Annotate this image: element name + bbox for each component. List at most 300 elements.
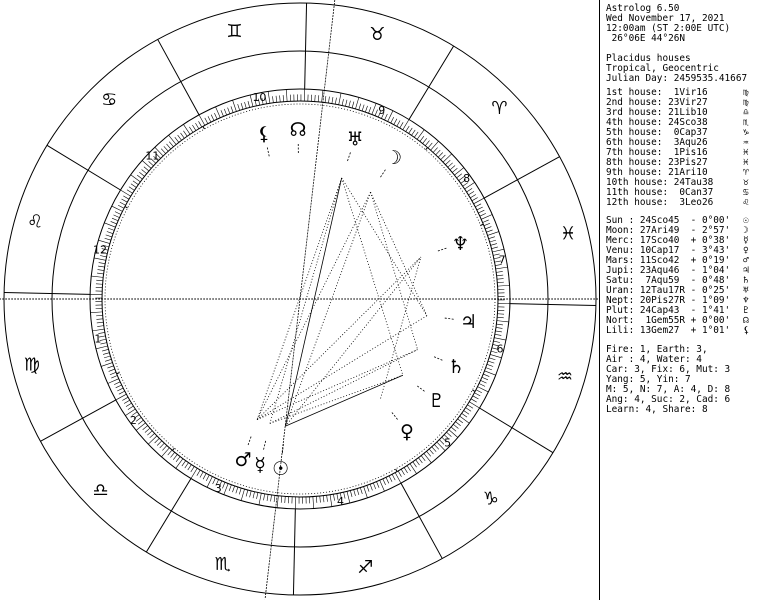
degree-tick xyxy=(224,484,228,495)
degree-tick xyxy=(114,382,120,385)
degree-tick xyxy=(129,187,135,191)
degree-tick xyxy=(480,213,486,216)
degree-tick xyxy=(433,148,437,153)
house-cusp-row: 4th house: 24Sco38 xyxy=(606,117,708,128)
degree-tick xyxy=(98,270,105,271)
planet-pointer-line xyxy=(444,318,454,319)
degree-tick xyxy=(450,165,455,169)
degree-tick xyxy=(497,317,504,318)
aspect-line xyxy=(257,350,417,420)
sign-glyph-icon: ♈ xyxy=(743,167,749,178)
planet-pointer-line xyxy=(248,436,251,445)
element-summary-row: Fire: 1, Earth: 3, xyxy=(606,344,708,355)
degree-tick xyxy=(96,346,108,349)
planet-pointer-line xyxy=(391,412,397,420)
degree-tick xyxy=(489,358,495,360)
degree-tick xyxy=(436,150,441,155)
house-number: 3 xyxy=(214,482,222,496)
degree-tick xyxy=(101,363,112,367)
house-cusp-line xyxy=(117,373,120,374)
degree-tick xyxy=(169,142,173,147)
zodiac-sign-icon: ♊ xyxy=(226,20,243,42)
degree-tick xyxy=(145,428,150,432)
planet-position-row: Satu: 7Aqu59 - 0°48' xyxy=(606,275,731,286)
house-cusp-row: 3rd house: 21Lib10 xyxy=(606,107,708,118)
degree-tick xyxy=(162,446,166,451)
aspect-lines xyxy=(257,178,427,426)
degree-tick xyxy=(383,479,386,485)
degree-tick xyxy=(490,240,496,242)
degree-tick xyxy=(364,487,368,498)
planet-venus-icon: ♀ xyxy=(400,421,414,444)
element-summary-row: M: 5, N: 7, A: 4, D: 8 xyxy=(606,384,731,395)
house-number: 10 xyxy=(252,91,267,105)
degree-tick xyxy=(97,273,104,274)
app-title: Astrolog 6.50 xyxy=(606,3,680,14)
zodiac-system: Tropical, Geocentric xyxy=(606,63,719,74)
degree-tick xyxy=(489,237,495,239)
degree-tick xyxy=(97,326,104,327)
degree-tick xyxy=(427,451,431,456)
degree-tick xyxy=(342,99,343,105)
degree-tick xyxy=(106,235,112,237)
degree-tick xyxy=(332,97,333,104)
degree-tick xyxy=(467,405,473,409)
degree-tick xyxy=(455,422,460,426)
planet-pointer-line xyxy=(380,170,386,178)
planet-position-row: Plut: 24Cap43 - 1°41' xyxy=(606,305,731,316)
degree-tick xyxy=(397,121,400,127)
degree-tick xyxy=(170,452,174,457)
degree-tick xyxy=(492,249,504,252)
degree-tick xyxy=(111,221,117,224)
degree-tick xyxy=(166,144,170,149)
degree-tick xyxy=(498,285,510,286)
sign-glyph-icon: ♅ xyxy=(743,285,749,296)
planet-pluto-icon: ♇ xyxy=(428,390,446,413)
degree-tick xyxy=(409,128,413,134)
degree-tick xyxy=(496,271,503,272)
degree-tick xyxy=(105,359,111,361)
degree-tick xyxy=(133,181,138,185)
degree-tick xyxy=(466,408,472,412)
planet-position-row: Moon: 27Ari49 - 2°57' xyxy=(606,225,731,236)
degree-tick xyxy=(259,493,261,505)
degree-tick xyxy=(90,312,102,313)
aspect-line xyxy=(270,178,342,423)
degree-tick xyxy=(345,100,347,106)
degree-tick xyxy=(176,459,183,469)
sign-glyph-icon: ☉ xyxy=(743,215,749,226)
aspect-line xyxy=(285,375,402,426)
chart-location: 26°06E 44°26N xyxy=(606,33,686,44)
degree-tick xyxy=(108,379,119,384)
zodiac-sign-icon: ♍ xyxy=(23,354,40,376)
degree-tick xyxy=(488,232,499,236)
degree-tick xyxy=(488,361,494,363)
degree-tick xyxy=(274,495,275,502)
degree-tick xyxy=(328,97,329,104)
house-cusp-row: 11th house: 0Can37 xyxy=(606,187,714,198)
julian-day: Julian Day: 2459535.41667 xyxy=(606,73,748,84)
sign-boundary-line xyxy=(293,509,295,595)
degree-tick xyxy=(246,490,248,496)
planet-neptune-icon: ♆ xyxy=(452,233,470,256)
degree-tick xyxy=(257,492,258,498)
degree-tick xyxy=(462,413,467,417)
house-cusp-row: 7th house: 1Pis16 xyxy=(606,147,708,158)
degree-tick xyxy=(432,447,436,452)
planet-glyphs xyxy=(235,119,478,480)
degree-tick xyxy=(464,410,469,414)
degree-tick xyxy=(497,275,504,276)
degree-tick xyxy=(487,364,493,366)
planet-jupiter-icon: ♃ xyxy=(460,311,478,334)
sign-boundary-line xyxy=(40,400,115,441)
chart-time: 12:00am (ST 2:00E UTC) xyxy=(606,23,731,34)
degree-tick xyxy=(495,331,502,332)
degree-tick xyxy=(276,96,277,103)
degree-tick xyxy=(178,135,182,140)
element-summary-row: Yang: 5, Yin: 7 xyxy=(606,374,691,385)
degree-tick xyxy=(333,494,334,501)
degree-tick xyxy=(475,204,481,207)
degree-tick xyxy=(138,420,143,424)
planet-pointer-line xyxy=(347,152,350,161)
aspect-line xyxy=(257,257,421,420)
degree-tick xyxy=(200,472,203,478)
degree-tick xyxy=(127,190,133,194)
degree-tick xyxy=(148,436,157,444)
house-cusp-row: 2nd house: 23Vir27 xyxy=(606,97,708,108)
degree-tick xyxy=(233,100,237,111)
degree-tick xyxy=(483,374,489,377)
degree-tick xyxy=(482,377,488,380)
degree-tick xyxy=(122,199,128,202)
degree-tick xyxy=(478,210,484,213)
aspect-line xyxy=(371,192,427,316)
sign-boundary-line xyxy=(146,478,191,552)
aspect-line xyxy=(270,375,403,423)
degree-tick xyxy=(398,471,401,477)
degree-tick xyxy=(428,143,432,148)
house-cusp-line xyxy=(481,224,484,225)
degree-tick xyxy=(420,136,424,141)
degree-tick xyxy=(96,315,103,316)
degree-tick xyxy=(143,426,148,430)
degree-tick xyxy=(277,496,278,508)
degree-tick xyxy=(354,490,356,496)
info-panel xyxy=(599,0,760,600)
degree-tick xyxy=(139,172,144,176)
degree-tick xyxy=(355,97,358,109)
degree-tick xyxy=(330,495,332,507)
degree-tick xyxy=(350,490,352,496)
degree-tick xyxy=(124,400,130,403)
house-number: 2 xyxy=(129,414,137,428)
planet-pointer-line xyxy=(437,248,446,251)
degree-tick xyxy=(128,406,134,410)
degree-tick xyxy=(272,96,273,103)
degree-tick xyxy=(211,115,214,121)
zodiac-sign-icon: ♋ xyxy=(101,89,118,111)
degree-tick xyxy=(131,184,136,188)
zodiac-sign-icon: ♓ xyxy=(560,223,577,245)
sign-glyph-icon: ♆ xyxy=(743,295,749,306)
degree-tick xyxy=(474,393,480,396)
degree-tick xyxy=(497,279,504,280)
degree-tick xyxy=(373,483,375,489)
degree-tick xyxy=(94,258,106,260)
degree-tick xyxy=(389,476,392,482)
degree-tick xyxy=(318,95,319,102)
degree-tick xyxy=(267,494,268,501)
house-cusp-row: 12th house: 3Leo26 xyxy=(606,197,714,208)
degree-tick xyxy=(323,496,324,503)
house-cusp-line xyxy=(172,448,174,450)
degree-tick xyxy=(416,460,420,465)
degree-tick xyxy=(418,458,422,463)
degree-tick xyxy=(392,474,395,480)
degree-tick xyxy=(182,461,186,466)
degree-tick xyxy=(228,108,230,114)
degree-tick xyxy=(467,188,473,192)
degree-tick xyxy=(325,96,326,103)
degree-tick xyxy=(322,90,323,102)
degree-tick xyxy=(268,91,270,103)
degree-tick xyxy=(176,457,180,462)
degree-tick xyxy=(222,482,225,488)
degree-tick xyxy=(470,194,476,197)
degree-tick xyxy=(391,117,394,123)
degree-tick xyxy=(491,244,497,246)
degree-tick xyxy=(181,133,185,138)
degree-tick xyxy=(112,218,118,221)
degree-tick xyxy=(477,207,483,210)
aspect-line xyxy=(381,257,421,399)
planet-position-row: Uran: 12Tau17R - 0°25' xyxy=(606,285,731,296)
house-cusp-row: 5th house: 0Cap37 xyxy=(606,127,708,138)
degree-tick xyxy=(122,397,128,400)
degree-tick xyxy=(253,492,255,498)
planet-mars-icon: ♂ xyxy=(234,449,252,472)
house-cusp-row: 6th house: 3Aqu26 xyxy=(606,137,708,148)
degree-tick xyxy=(497,282,504,283)
degree-tick xyxy=(232,486,234,492)
sign-boundary-line xyxy=(484,157,559,198)
planet-position-row: Sun : 24Sco45 - 0°00' xyxy=(606,215,731,226)
degree-tick xyxy=(203,473,206,479)
degree-tick xyxy=(421,456,425,461)
degree-tick xyxy=(96,280,103,281)
house-cusp-row: 1st house: 1Vir16 xyxy=(606,87,708,98)
planet-uranus-icon: ♅ xyxy=(346,128,364,151)
degree-tick xyxy=(473,396,479,399)
degree-tick xyxy=(98,266,105,267)
degree-tick xyxy=(372,103,376,114)
degree-tick xyxy=(123,196,129,199)
planet-mercury-icon: ☿ xyxy=(254,454,266,477)
sign-glyph-icon: ♑ xyxy=(743,127,749,138)
degree-tick xyxy=(236,487,238,493)
sign-glyph-icon: ♍ xyxy=(743,97,749,108)
degree-tick xyxy=(481,214,492,219)
degree-tick xyxy=(199,121,202,127)
degree-tick xyxy=(406,126,410,132)
house-number: 4 xyxy=(337,494,345,508)
degree-tick xyxy=(496,324,503,325)
house-number: 12 xyxy=(93,243,108,257)
degree-tick xyxy=(438,152,443,157)
planet-lilith-icon: ⚸ xyxy=(257,122,272,145)
degree-tick xyxy=(471,399,477,402)
degree-tick xyxy=(460,416,470,423)
degree-tick xyxy=(494,338,506,340)
degree-tick xyxy=(168,450,172,455)
sign-boundary-line xyxy=(479,408,553,453)
sign-boundary-line xyxy=(409,46,454,120)
degree-tick xyxy=(280,95,281,102)
degree-tick xyxy=(443,154,452,162)
degree-tick xyxy=(375,110,378,116)
degree-tick xyxy=(335,98,336,104)
degree-tick xyxy=(271,495,272,502)
degree-tick xyxy=(206,475,209,481)
planet-pointer-line xyxy=(282,443,283,453)
house-numbers xyxy=(93,91,506,508)
house-number: 9 xyxy=(378,103,386,117)
sign-boundary-line xyxy=(305,3,307,89)
degree-tick xyxy=(105,238,111,240)
degree-tick xyxy=(188,465,192,471)
degree-tick xyxy=(434,444,438,449)
degree-tick xyxy=(245,102,247,108)
degree-tick xyxy=(458,419,463,423)
house-number: 1 xyxy=(94,332,102,346)
degree-tick xyxy=(367,485,369,491)
zodiac-sign-icon: ♌ xyxy=(26,211,44,233)
degree-tick xyxy=(339,93,341,105)
degree-tick xyxy=(404,467,407,473)
house-cusp-line xyxy=(472,390,475,391)
degree-tick xyxy=(401,469,404,475)
sign-glyph-icon: ♓ xyxy=(743,157,749,168)
degree-tick xyxy=(380,480,385,491)
element-summary-row: Ang: 4, Suc: 2, Cad: 6 xyxy=(606,394,731,405)
degree-tick xyxy=(208,116,211,122)
degree-tick xyxy=(485,371,496,375)
degree-tick xyxy=(238,104,240,110)
planet-position-row: Nept: 20Pis27R - 1°09' xyxy=(606,295,731,306)
degree-tick xyxy=(441,155,446,160)
degree-tick xyxy=(400,122,403,128)
degree-tick xyxy=(386,477,389,483)
degree-tick xyxy=(425,141,429,146)
aspect-line xyxy=(270,350,418,424)
degree-tick xyxy=(224,109,226,115)
house-cusp-row: 8th house: 23Pis27 xyxy=(606,157,708,168)
degree-tick xyxy=(229,485,231,491)
degree-tick xyxy=(214,113,217,119)
sign-glyph-icon: ♌ xyxy=(743,197,749,208)
degree-tick xyxy=(283,95,284,102)
degree-tick xyxy=(164,146,168,151)
house-number: 11 xyxy=(145,149,160,163)
sign-glyph-icon: ♉ xyxy=(743,177,749,188)
sign-glyph-icon: ♏ xyxy=(743,117,749,128)
degree-tick xyxy=(411,130,415,135)
house-number: 5 xyxy=(444,436,452,450)
degree-tick xyxy=(91,276,103,277)
sign-glyph-icon: ♎ xyxy=(743,107,749,118)
degree-tick xyxy=(107,366,113,368)
degree-tick xyxy=(110,372,116,374)
degree-tick xyxy=(479,384,485,387)
degree-tick xyxy=(484,223,490,225)
degree-tick xyxy=(414,132,418,137)
degree-tick xyxy=(113,215,119,218)
degree-tick xyxy=(369,107,371,113)
degree-tick xyxy=(185,463,189,468)
degree-tick xyxy=(352,102,354,108)
degree-tick xyxy=(189,127,193,133)
degree-tick xyxy=(241,103,243,109)
sign-glyph-icon: ♓ xyxy=(743,147,749,158)
degree-tick xyxy=(357,489,359,495)
degree-tick xyxy=(496,327,503,328)
sign-glyph-icon: ♇ xyxy=(743,305,749,316)
degree-tick xyxy=(320,496,321,503)
sign-glyph-icon: ⚸ xyxy=(743,325,750,336)
element-summary-row: Car: 3, Fix: 6, Mut: 3 xyxy=(606,364,731,375)
degree-tick xyxy=(157,441,162,446)
sign-glyph-icon: ♄ xyxy=(743,275,749,286)
degree-tick xyxy=(96,319,103,320)
sign-glyph-icon: ☊ xyxy=(743,315,749,326)
aspect-line xyxy=(285,178,341,426)
degree-tick xyxy=(192,125,195,131)
sign-glyph-icon: ♃ xyxy=(743,265,749,276)
zodiac-sign-icon: ♑ xyxy=(482,488,499,510)
degree-tick xyxy=(221,110,224,116)
house-system: Placidus houses xyxy=(606,53,691,64)
degree-tick xyxy=(231,106,233,112)
degree-tick xyxy=(360,488,362,494)
degree-tick xyxy=(191,466,195,472)
zodiac-sign-icon: ♏ xyxy=(214,553,231,575)
degree-tick xyxy=(197,470,200,476)
degree-tick xyxy=(173,454,177,459)
degree-tick xyxy=(370,484,372,490)
degree-tick xyxy=(142,169,147,173)
degree-tick xyxy=(481,380,487,383)
house-cusp-line xyxy=(426,148,428,150)
planet-pointer-line xyxy=(433,356,442,360)
degree-tick xyxy=(429,449,433,454)
degree-tick xyxy=(486,368,492,370)
degree-tick xyxy=(97,322,104,323)
planet-sun-icon: ☉ xyxy=(272,457,290,480)
degree-tick xyxy=(483,220,489,223)
degree-tick xyxy=(410,464,417,474)
degree-tick xyxy=(100,343,106,344)
planet-position-row: Mars: 11Sco42 + 0°19' xyxy=(606,255,731,266)
degree-tick xyxy=(431,141,439,150)
chart-date: Wed November 17, 2021 xyxy=(606,13,725,24)
degree-tick xyxy=(195,123,198,129)
degree-tick xyxy=(359,104,361,110)
degree-tick xyxy=(485,227,491,229)
